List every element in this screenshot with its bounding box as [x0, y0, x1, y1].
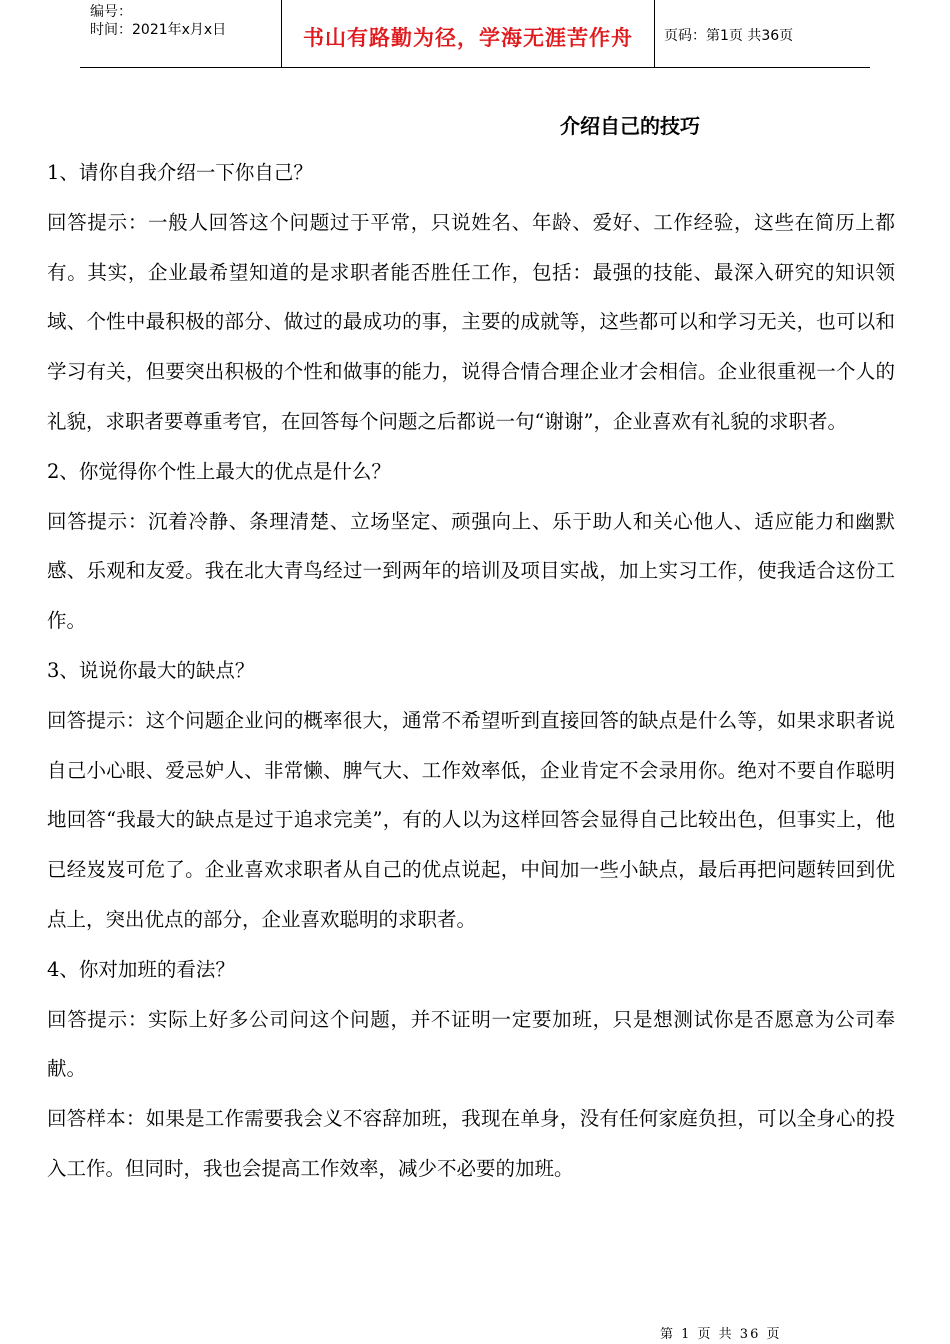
- page-header: [80, 0, 870, 68]
- question-3: 3、说说你最大的缺点？: [47, 658, 255, 682]
- page-footer: 第 1 页 共 36 页: [660, 1327, 782, 1342]
- motto-text: 书山有路勤为径，学海无涯苦作舟: [303, 26, 633, 50]
- answer-hint-3: 回答提示：这个问题企业问的概率很大，通常不希望听到直接回答的缺点是什么等，如果求职者说自己小心眼、爱忌妒人、非常懒、脾气大、工作效率低，企业肯定不会录用你。绝对不要自作聪明地回答“我最大的缺点是过于追求完美”，有的人以为这样回答会显得自己比较出色，但事实上，他已经岌岌可危了。企业喜欢求职者从自己的优点说起，中间加一些小缺点，最后再把问题转回到优点上，突出优点的部分，企业喜欢聪明的求职者。: [47, 708, 895, 931]
- question-1: 1、请你自我介绍一下你自己？: [47, 161, 313, 184]
- document-title: 介绍自己的技巧: [560, 114, 700, 138]
- answer-hint-1: 回答提示：一般人回答这个问题过于平常，只说姓名、年龄、爱好、工作经验，这些在简历上都有。其实，企业最希望知道的是求职者能否胜任工作，包括：最强的技能、最深入研究的知识领域、个性中最积极的部分、做过的最成功的事，主要的成就等，这些都可以和学习无关，也可以和学习有关，但要突出积极的个性和做事的能力，说得合情合理企业才会相信。企业很重视一个人的礼貌，求职者要尊重考官，在回答每个问题之后都说一句“谢谢”，企业喜欢有礼貌的求职者。: [47, 210, 895, 433]
- answer-hint-2: 回答提示：沉着冷静、条理清楚、立场坚定、顽强向上、乐于助人和关心他人、适应能力和幽默感、乐观和友爱。我在北大青鸟经过一到两年的培训及项目实战，加上实习工作，使我适合这份工作。: [47, 509, 895, 633]
- answer-sample-4: 回答样本：如果是工作需要我会义不容辞加班，我现在单身，没有任何家庭负担，可以全身心的投入工作。但同时，我也会提高工作效率，减少不必要的加班。: [47, 1107, 895, 1180]
- document-body: [47, 148, 895, 1194]
- question-4: 4、你对加班的看法？: [47, 957, 235, 981]
- number-label: 编号：: [90, 4, 132, 20]
- header-page-info: 页码：第1页 共36页: [664, 28, 794, 44]
- header-motto-cell: [281, 0, 655, 68]
- question-2: 2、你觉得你个性上最大的优点是什么？: [47, 459, 391, 483]
- date-label: 时间：2021年x月x日: [90, 22, 227, 38]
- answer-hint-4: 回答提示：实际上好多公司问这个问题，并不证明一定要加班，只是想测试你是否愿意为公司奉献。: [47, 1007, 895, 1081]
- header-meta: [80, 0, 281, 68]
